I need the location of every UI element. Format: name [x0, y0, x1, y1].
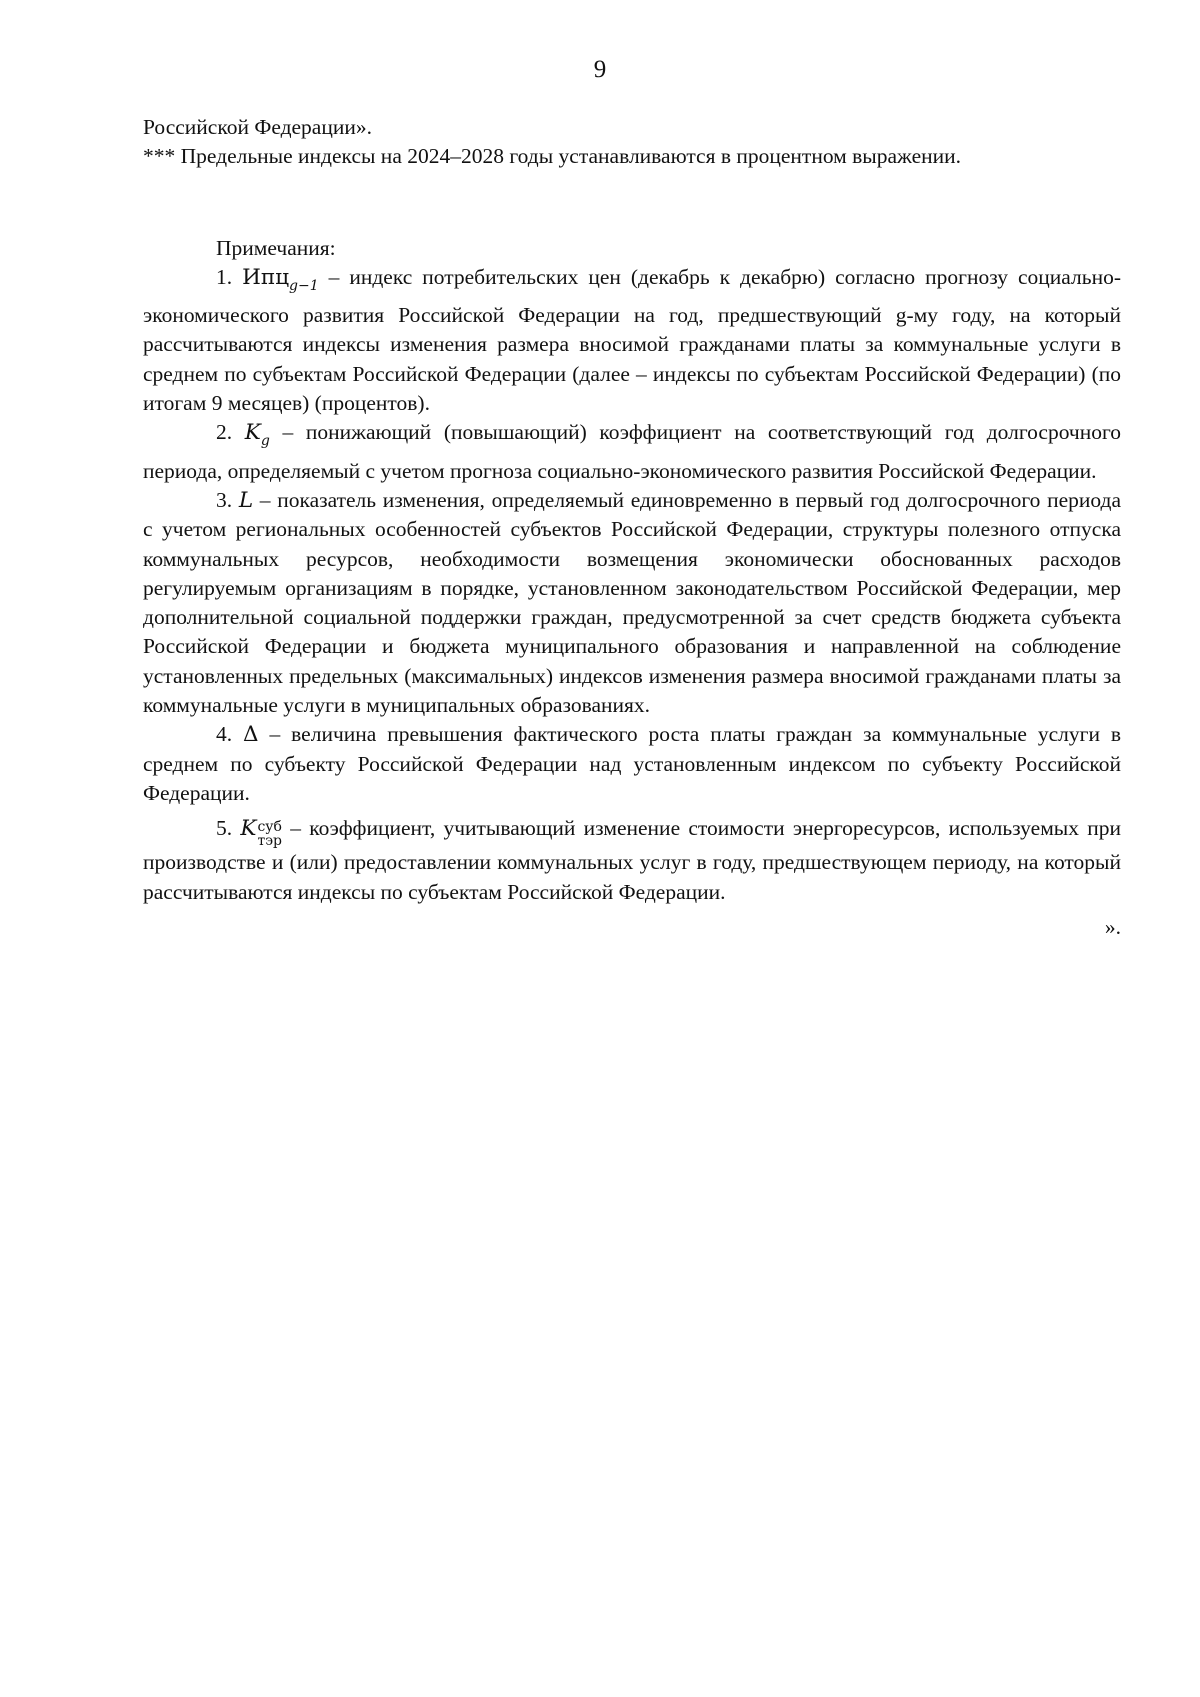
k-ter-symbol-subscript: тэр: [257, 833, 283, 850]
page-number: 9: [593, 56, 607, 83]
note-item-2: [143, 418, 1121, 486]
note-item-3: [143, 486, 1121, 720]
closing-quote-mark: ».: [1104, 914, 1121, 939]
notes-heading: Примечания:: [216, 235, 336, 260]
note-item-4-number: 4.: [216, 722, 233, 747]
note-item-1: [143, 263, 1121, 418]
note-item-5-text: – коэффициент, учитывающий изменение стоимости энергоресурсов, используемых при производстве и (или) предоставлении коммунальных услуг в году, предшествующем периоду, на который рассчитываются индексы по субъектам Российской Федерации.: [143, 816, 1122, 904]
l-symbol: L: [238, 487, 254, 513]
note-item-3-number: 3.: [216, 487, 233, 512]
cpi-symbol: [242, 264, 319, 294]
document-body: [143, 113, 1121, 942]
note-item-2-number: 2.: [216, 420, 233, 445]
kg-symbol-main: K: [244, 420, 261, 446]
k-ter-symbol-scripts: [257, 820, 282, 848]
k-ter-symbol-superscript: суб: [257, 819, 282, 836]
footnote-triple-star: *** Предельные индексы на 2024–2028 годы устанавливаются в процентном выражении.: [143, 144, 962, 169]
note-item-1-number: 1.: [216, 264, 233, 289]
note-item-2-text: – понижающий (повышающий) коэффициент на соответствующий год долгосрочного периода, определяемый с учетом прогноза социально-экономического развития Российской Федерации.: [143, 420, 1122, 483]
cpi-symbol-subscript: g−1: [289, 277, 319, 294]
note-item-3-text: – показатель изменения, определяемый единовременно в первый год долгосрочного периода с учетом региональных особенностей субъектов Российской Федерации, структуры полезного отпуска коммунальных ресурсов, необходимости возмещения экономически обоснованных расходов регулируемым организациям в порядке, установленном законодательством Российской Федерации, мер дополнительной социальной поддержки граждан, предусмотренной за счет средств бюджета субъекта Российской Федерации и бюджета муниципального образования и направленной на соблюдение установленных предельных (максимальных) индексов изменения размера вносимой гражданами платы за коммунальные услуги в муниципальных образованиях.: [143, 487, 1122, 718]
note-item-1-text: – индекс потребительских цен (декабрь к декабрю) согласно прогнозу социально-экономического развития Российской Федерации на год, предшествующий g-му году, на который рассчитываются индексы изменения размера вносимой гражданами платы за коммунальные услуги в среднем по субъектам Российской Федерации (далее – индексы по субъектам Российской Федерации) (по итогам 9 месяцев) (процентов).: [143, 264, 1121, 416]
kg-symbol-subscript: g: [260, 433, 270, 450]
delta-symbol: Δ: [243, 722, 259, 748]
note-item-4: [143, 720, 1121, 808]
kg-symbol: [244, 420, 270, 450]
note-item-5-number: 5.: [216, 816, 233, 841]
cpi-symbol-main: Ипц: [242, 264, 290, 290]
k-ter-symbol-main: K: [240, 816, 257, 842]
note-item-4-text: – величина превышения фактического роста платы граждан за коммунальные услуги в среднем по субъекту Российской Федерации над установленным индексом по субъекту Российской Федерации.: [143, 722, 1122, 805]
note-item-5: [143, 814, 1121, 907]
k-ter-symbol: [240, 816, 283, 850]
footnote-continuation: Российской Федерации».: [143, 115, 372, 139]
footnotes-block: [143, 113, 1121, 172]
